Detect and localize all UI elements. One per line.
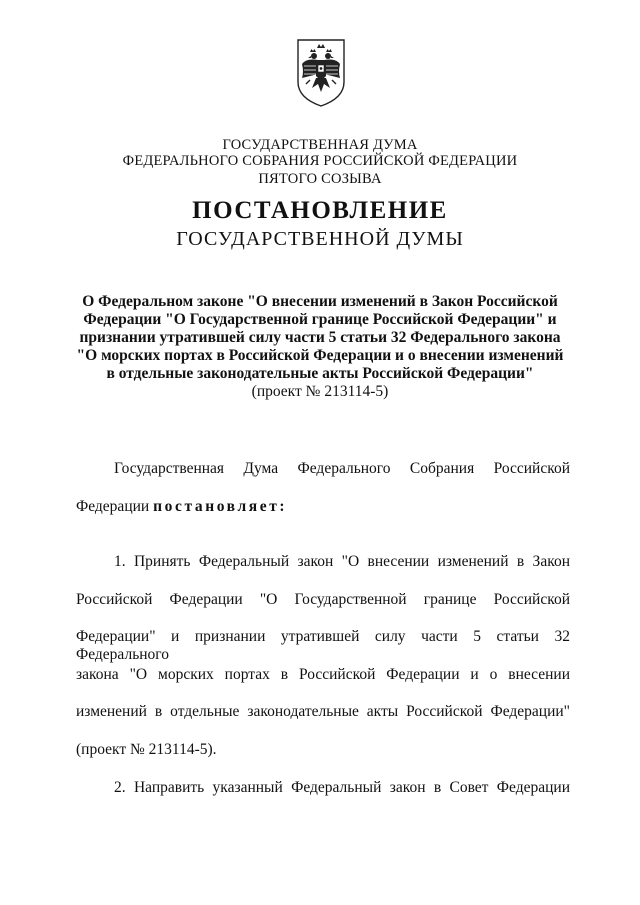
project-number: (проект № 213114-5) xyxy=(251,383,389,400)
double-headed-eagle-coat-of-arms-icon xyxy=(296,38,346,108)
intro-federation-word: Федерации xyxy=(76,498,150,515)
document-title: ПОСТАНОВЛЕНИЕ xyxy=(192,197,448,224)
item-1-line: Федерации" и признании утратившей силу части 5 статьи 32 Федерального xyxy=(76,628,570,663)
org-name-line-1: ГОСУДАРСТВЕННАЯ ДУМА xyxy=(222,137,418,153)
item-2-line: 2. Направить указанный Федеральный закон в Совет Федерации xyxy=(114,779,570,796)
intro-line-2 xyxy=(76,498,570,516)
convocation-line: ПЯТОГО СОЗЫВА xyxy=(258,171,382,187)
heading-line: признании утратившей силу части 5 статьи 32 Федерального закона xyxy=(79,329,561,346)
coat-of-arms-emblem xyxy=(296,38,346,108)
intro-line-1: Государственная Дума Федерального Собрания Российской xyxy=(114,460,570,477)
document-subtitle: ГОСУДАРСТВЕННОЙ ДУМЫ xyxy=(176,228,464,250)
org-name-line-2: ФЕДЕРАЛЬНОГО СОБРАНИЯ РОССИЙСКОЙ ФЕДЕРАЦИИ xyxy=(122,153,518,169)
item-1-line: Российской Федерации "О Государственной границе Российской xyxy=(76,591,570,608)
item-1-line: изменений в отдельные законодательные акты Российской Федерации" xyxy=(76,703,570,720)
heading-line: О Федеральном законе "О внесении изменений в Закон Российской xyxy=(82,293,558,310)
heading-line: в отдельные законодательные акты Российской Федерации" xyxy=(106,365,534,382)
item-1-line: 1. Принять Федеральный закон "О внесении изменений в Закон xyxy=(114,553,570,570)
heading-line: "О морских портах в Российской Федерации и о внесении изменений xyxy=(76,347,564,364)
resolves-word: постановляет: xyxy=(153,498,288,515)
item-1-line: (проект № 213114-5). xyxy=(76,741,217,758)
heading-line: Федерации "О Государственной границе Российской Федерации" и xyxy=(83,311,557,328)
resolution-heading xyxy=(40,293,600,401)
item-1-line: закона "О морских портах в Российской Федерации и о внесении xyxy=(76,666,570,683)
